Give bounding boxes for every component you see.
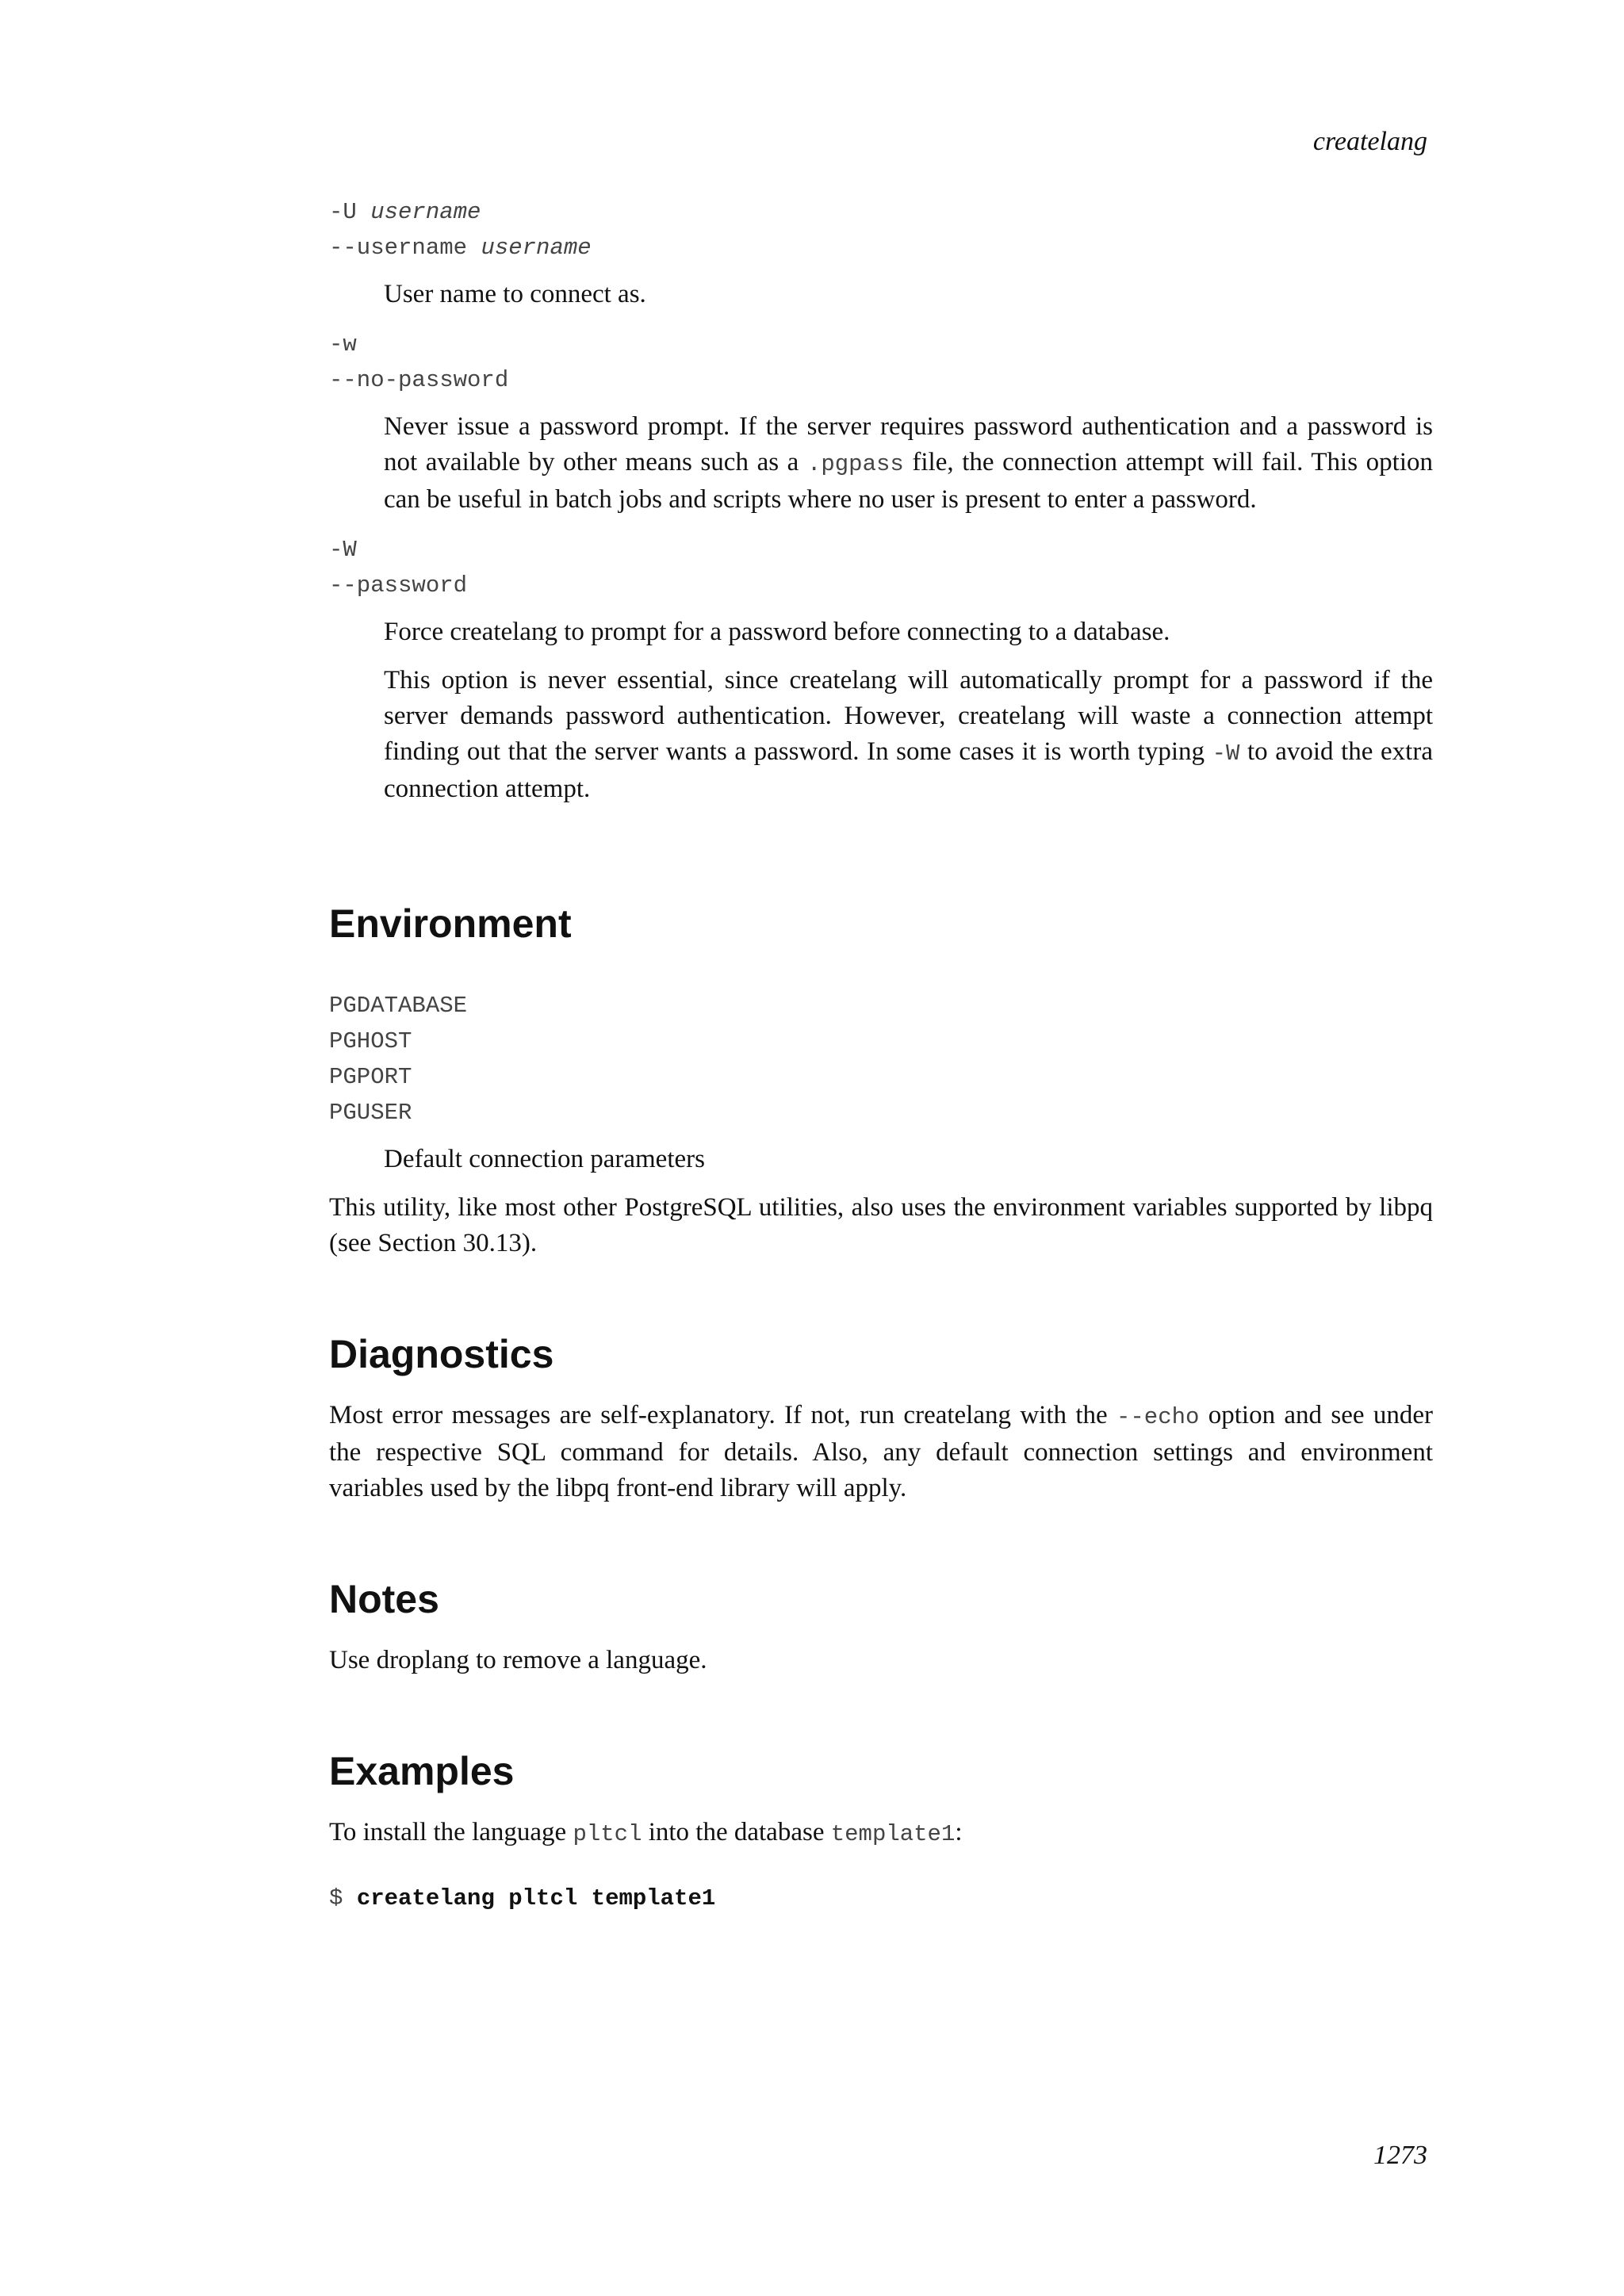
text-run: This option is never essential, since createlang will automatically prompt for a password if the server demands password authentication. However, createlang will waste a connection attempt finding out that the server wants a password. In some cases it is worth typing: [384, 666, 1433, 766]
examples-paragraph: [329, 1815, 1433, 1852]
text-run: Never issue a password prompt. If the server requires password authentication and a password is not available by other means such as a: [384, 412, 1433, 476]
environment-vars: [329, 988, 1433, 1131]
text-run: :: [955, 1818, 963, 1846]
env-vars-description-text: Default connection parameters: [384, 1145, 705, 1173]
option-description-text: User name to connect as.: [384, 280, 646, 308]
option-arg: username: [370, 199, 481, 225]
section-heading-examples: Examples: [329, 1749, 515, 1793]
text-run: option and see under the respective SQL command for details. Also, any default connection settings and environment variables used by the libpq front-end library will apply.: [329, 1401, 1433, 1502]
inline-code: template1: [830, 1821, 956, 1847]
text-run: to avoid the extra connection attempt.: [384, 737, 1433, 803]
page-content: [329, 194, 1433, 1911]
command-text: createlang pltcl template1: [356, 1885, 716, 1911]
env-var: PGPORT: [329, 1064, 412, 1090]
shell-prompt: $: [329, 1885, 357, 1911]
option-arg: username: [481, 235, 592, 261]
text-run: into the database: [642, 1818, 831, 1846]
option-flag: -U: [329, 199, 371, 225]
option-description-text: [384, 663, 1433, 807]
env-var: PGUSER: [329, 1100, 412, 1126]
diagnostics-paragraph: [329, 1398, 1433, 1506]
option-term: -w: [329, 331, 357, 358]
inline-code: .pgpass: [806, 451, 904, 477]
inline-code: -W: [1212, 740, 1240, 767]
example-command: [329, 1885, 1433, 1911]
env-var: PGHOST: [329, 1028, 412, 1054]
env-var: PGDATABASE: [329, 993, 468, 1019]
option-no-password: [329, 327, 1433, 518]
running-header: createlang: [1312, 127, 1427, 156]
section-heading-environment: Environment: [329, 901, 572, 946]
option-term: [329, 194, 1433, 230]
option-term: --password: [329, 572, 468, 599]
text-run: Most error messages are self-explanatory. If not, run createlang with the: [329, 1401, 1116, 1429]
inline-code: pltcl: [573, 1821, 642, 1847]
option-flag: --username: [329, 235, 481, 261]
text-run: To install the language: [329, 1818, 573, 1846]
inline-code: --echo: [1116, 1404, 1200, 1430]
section-heading-notes: Notes: [329, 1577, 439, 1621]
text-run: file, the connection attempt will fail. This option can be useful in batch jobs and scripts where no user is present to enter a password.: [384, 448, 1433, 514]
env-vars-description: [384, 1142, 1433, 1177]
option-description: [384, 614, 1433, 807]
option-description: [384, 277, 1433, 312]
option-username: [329, 194, 1433, 312]
option-password: [329, 532, 1433, 807]
notes-paragraph: Use droplang to remove a language.: [329, 1646, 707, 1674]
section-heading-diagnostics: Diagnostics: [329, 1332, 554, 1376]
environment-paragraph: This utility, like most other PostgreSQL utilities, also uses the environment variables supported by libpq (see Section 30.13).: [329, 1193, 1433, 1257]
option-term: --no-password: [329, 367, 509, 393]
option-term: -W: [329, 537, 357, 563]
page-number: 1273: [1373, 2141, 1427, 2170]
option-term: [329, 230, 1433, 266]
option-description-text: Force createlang to prompt for a password before connecting to a database.: [384, 618, 1170, 646]
option-description-text: [384, 409, 1433, 518]
option-description: [384, 409, 1433, 518]
